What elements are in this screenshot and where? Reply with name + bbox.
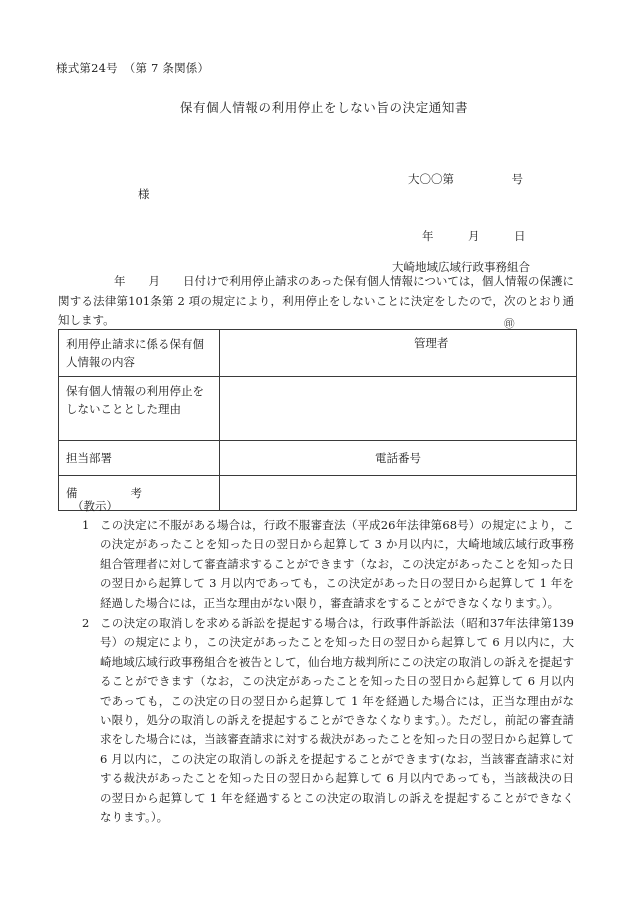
instruction-text: この決定の取消しを求める訴訟を提起する場合は，行政事件訴訟法（昭和37年法律第139号）の規定により，この決定があったことを知った日の翌日から起算して 6 月以内に，大崎地域広域行政事務組合を被告として，仙台地方裁判所にこの決定の取消しの訴えを提起することができます（なお，この決定があったことを知った日の翌日から起算して 6 月以内であっても，この決定の日の翌日から起算して 1 年を経過した場合には，正当な理由がない限り，処分の取消しの訴えを提起することができなくなります。）。ただし，前記の審査請求をした場合には，当該審査請求に対する裁決があったことを知った日の翌日から起算して 6 月以内に，この決定の取消しの訴えを提起することができます(なお，当該審査請求に対する裁決があったことを知った日の翌日から起算して 6 月以内であっても，当該裁決の日の翌日から起算して 1 年を経過するとこの決定の取消しの訴えを提起することができなくなります。）。 [100, 616, 574, 825]
instruction-item-2 [58, 614, 574, 827]
table-row-value[interactable] [220, 377, 577, 441]
seal-icon: ㊞ [504, 318, 515, 330]
instruction-item-1 [58, 516, 574, 613]
form-table [58, 329, 577, 511]
issuer-role: 管理者 [413, 336, 449, 350]
table-row-label: 備 考 [59, 476, 220, 511]
instruction-number: 1 [82, 518, 90, 532]
document-date: 年 月 日 [422, 229, 526, 243]
instruction-text: この決定に不服がある場合は，行政不服審査法（平成26年法律第68号）の規定により，この決定があったことを知った日の翌日から起算して 3 か月以内に，大崎地域広域行政事務組合管理者に対して審査請求することができます（なお，この決定があったことを知った日の翌日から起算して 3 月以内であっても，この決定があった日の翌日から起算して 1 年を経過した場合には，正当な理由がない限り，審査請求をすることができなくなります。）。 [100, 518, 574, 610]
table-row-value[interactable] [220, 330, 577, 377]
body-paragraph: 年 月 日付けで利用停止請求のあった保有個人情報については，個人情報の保護に関する法律第101条第 2 項の規定により，利用停止をしないことに決定をしたので，次のとおり通知します。 [58, 274, 574, 327]
page-title: 保有個人情報の利用停止をしない旨の決定通知書 [179, 100, 469, 115]
form-number: 様式第24号 （第 7 条関係） [56, 61, 210, 75]
table-row-label: 担当部署 [59, 441, 220, 476]
addressee: 様 [138, 187, 150, 201]
issuer-organization: 大崎地域広域行政事務組合 [392, 260, 530, 274]
table-row [59, 330, 577, 377]
table-row [59, 441, 577, 476]
table-row-label: 保有個人情報の利用停止をしないこととした理由 [59, 377, 220, 441]
document-number: 大〇〇第 号 [408, 172, 523, 186]
instructions-heading: （教示） [72, 499, 118, 513]
instructions-section [58, 497, 574, 828]
table-row [59, 377, 577, 441]
telephone-label[interactable]: 電話番号 [220, 441, 577, 476]
table-row-label: 利用停止請求に係る保有個人情報の内容 [59, 330, 220, 377]
instruction-number: 2 [82, 616, 90, 631]
